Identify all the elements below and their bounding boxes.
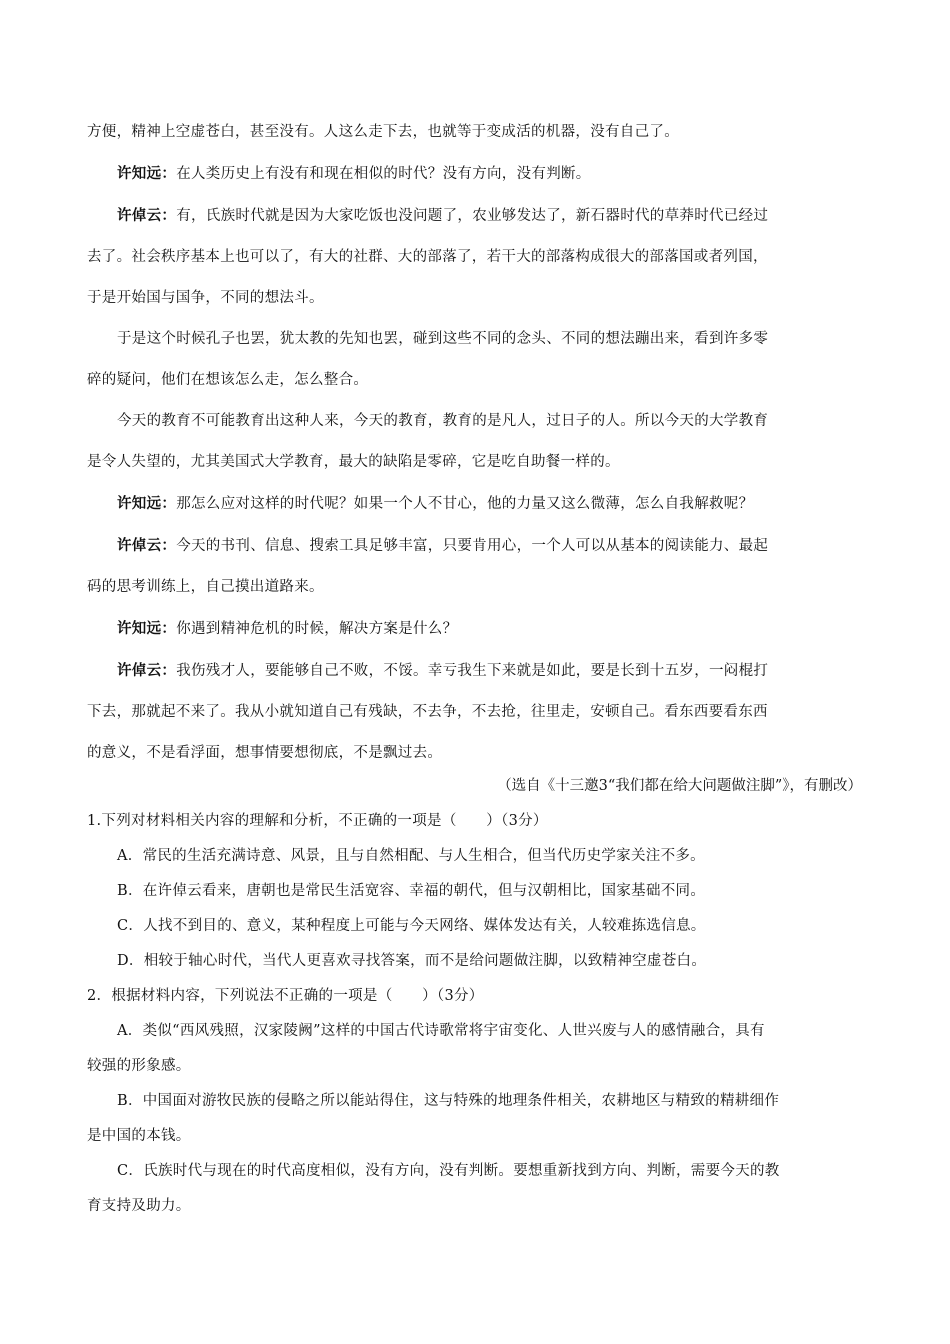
passage-line (87, 650, 862, 692)
line-text: 我伤残才人，要能够自己不败，不馁。幸亏我生下来就是如此，要是长到十五岁，一闷棍打 (176, 663, 769, 679)
answer-option: B．在许倬云看来，唐朝也是常民生活宽容、幸福的朝代，但与汉朝相比，国家基础不同。 (117, 883, 706, 899)
speaker-label: 许倬云： (117, 537, 177, 554)
passage-line (87, 278, 862, 319)
passage-line (87, 483, 862, 525)
passage-line (87, 360, 862, 401)
passage-line (87, 567, 862, 608)
line-text: 的意义，不是看浮面，想事情要想彻底，不是飘过去。 (87, 745, 443, 761)
line-text: 码的思考训练上，自己摸出道路来。 (87, 579, 324, 595)
line-text: 那怎么应对这样的时代呢？如果一个人不甘心，他的力量又这么微薄，怎么自我解救呢？ (176, 496, 754, 512)
line-text: 碎的疑问，他们在想该怎么走，怎么整合。 (87, 372, 369, 388)
answer-option: B．中国面对游牧民族的侵略之所以能站得住，这与特殊的地理条件相关，农耕地区与精致的精耕细作 (117, 1093, 780, 1109)
passage-line (87, 692, 862, 733)
passage-line (87, 442, 862, 483)
line-text: 于是这个时候孔子也罢，犹太教的先知也罢，碰到这些不同的念头、不同的想法蹦出来，看到许多零 (117, 331, 769, 347)
answer-option-continued: 是中国的本钱。 (87, 1128, 191, 1144)
answer-option: C．人找不到目的、意义，某种程度上可能与今天网络、媒体发达有关，人较难拣选信息。 (117, 918, 706, 934)
line-text: 是令人失望的，尤其美国式大学教育，最大的缺陷是零碎，它是吃自助餐一样的。 (87, 454, 620, 470)
speaker-label: 许知远： (117, 620, 177, 637)
line-text: 今天的教育不可能教育出这种人来，今天的教育，教育的是凡人，过日子的人。所以今天的大学教育 (117, 413, 769, 429)
line-text: 有，氏族时代就是因为大家吃饭也没问题了，农业够发达了，新石器时代的草莽时代已经过 (176, 208, 769, 224)
passage-line (87, 608, 862, 650)
document-page (87, 112, 862, 1224)
answer-option-continued: 较强的形象感。 (87, 1058, 191, 1074)
line-text: 下去，那就起不来了。我从小就知道自己有残缺，不去争，不去抢，往里走，安顿自己。看东西要看东西 (87, 704, 768, 720)
passage-line (87, 195, 862, 237)
speaker-label: 许倬云： (117, 662, 177, 679)
speaker-label: 许知远： (117, 165, 177, 182)
line-text: 今天的书刊、信息、搜索工具足够丰富，只要肯用心，一个人可以从基本的阅读能力、最起 (176, 538, 769, 554)
passage-line (87, 112, 862, 153)
line-text: 于是开始国与国争，不同的想法斗。 (87, 290, 324, 306)
line-text: 在人类历史上有没有和现在相似的时代？没有方向，没有判断。 (176, 166, 591, 182)
line-text: 去了。社会秩序基本上也可以了，有大的社群、大的部落了，若干大的部落构成很大的部落国或者列国， (87, 249, 768, 265)
question-stem: 2．根据材料内容，下列说法不正确的一项是（ ）（3分） (87, 988, 484, 1004)
dialogue-passage (87, 112, 862, 774)
line-text: 你遇到精神危机的时候，解决方案是什么？ (176, 621, 458, 637)
answer-option: D．相较于轴心时代，当代人更喜欢寻找答案，而不是给问题做注脚，以致精神空虚苍白。 (117, 953, 707, 969)
answer-option: A．常民的生活充满诗意、风景，且与自然相配、与人生相合，但当代历史学家关注不多。 (117, 848, 705, 864)
answer-option: A．类似“西风残照，汉家陵阙”这样的中国古代诗歌常将宇宙变化、人世兴废与人的感情融合，具有 (117, 1023, 765, 1039)
passage-line (87, 319, 862, 360)
answer-option: C．氏族时代与现在的时代高度相似，没有方向，没有判断。要想重新找到方向、判断，需要今天的教 (117, 1163, 780, 1179)
line-text: 方便，精神上空虚苍白，甚至没有。人这么走下去，也就等于变成活的机器，没有自己了。 (87, 124, 679, 140)
answer-option-continued: 育支持及助力。 (87, 1198, 191, 1214)
passage-line (87, 153, 862, 195)
speaker-label: 许倬云： (117, 207, 177, 224)
source-citation: （选自《十三邀3“我们都在给大问题做注脚”》，有删改） (497, 778, 862, 794)
passage-line (87, 401, 862, 442)
question-stem: 1.下列对材料相关内容的理解和分析，不正确的一项是（ ）（3分） (87, 813, 548, 829)
questions-section (87, 804, 862, 1224)
passage-line (87, 525, 862, 567)
passage-line (87, 237, 862, 278)
speaker-label: 许知远： (117, 495, 177, 512)
